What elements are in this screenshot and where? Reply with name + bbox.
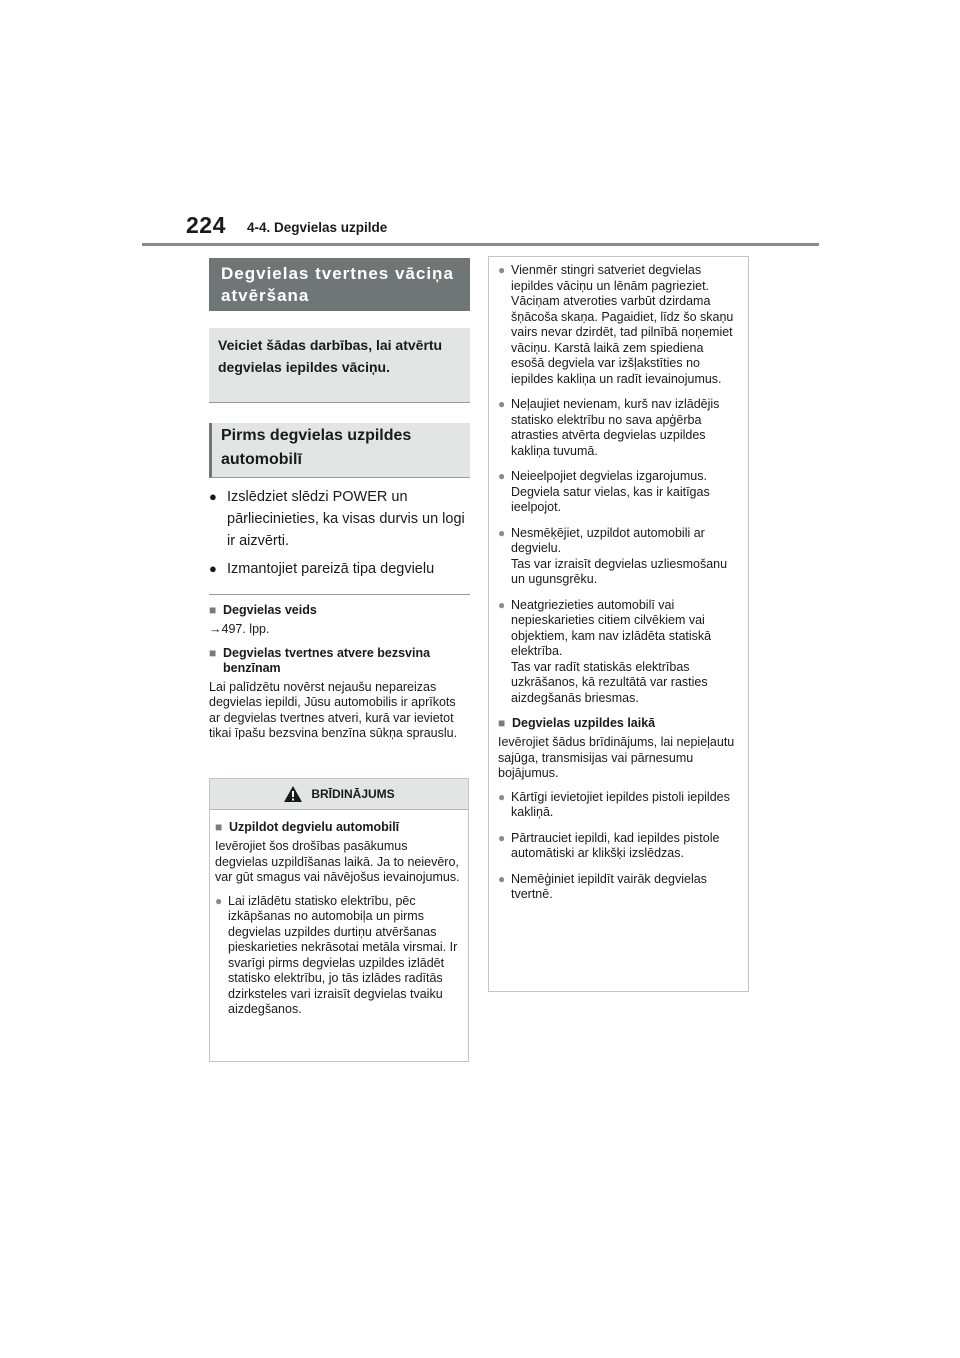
warning-intro: Ievērojiet šos drošības pasākumus degvielas uzpildīšanas laikā. Ja to neievēro, var gūt smagus vai nāvējošus ievainojumus. (215, 839, 460, 884)
bullet-icon: ● (498, 263, 506, 277)
page-reference: →497. lpp. (209, 622, 270, 636)
subheading-box: Pirms degvielas uzpildes automobilī (209, 423, 470, 478)
list-item (498, 397, 738, 459)
list-item-text: Neieelpojiet degvielas izgarojumus. Degviela satur vielas, kas ir kaitīgas ieelpojot. (511, 469, 710, 514)
intro-box: Veiciet šādas darbības, lai atvērtu degvielas iepildes vāciņu. (209, 328, 470, 403)
bullet-icon: ● (498, 525, 506, 540)
list-item-text: Pārtrauciet iepildi, kad iepildes pistole automātiski ar klikšķi izslēdzas. (511, 830, 720, 860)
left-column (209, 258, 470, 750)
list-item (498, 263, 738, 387)
unleaded-heading (209, 646, 470, 676)
list-item (498, 469, 738, 516)
bullet-icon: ● (498, 469, 506, 483)
fuel-type-heading (209, 603, 470, 618)
section-title: 4-4. Degvielas uzpilde (247, 220, 388, 235)
warning-heading-text: Uzpildot degvielu automobilī (229, 820, 400, 834)
during-refuel-intro: Ievērojiet šādus brīdinājums, lai nepieļautu sajūga, transmisijas vai pārnesumu bojājumus. (498, 735, 735, 780)
unleaded-heading-text: Degvielas tvertnes atvere bezsvina benzīnam (223, 645, 431, 675)
warning-box (209, 778, 469, 1062)
fuel-type-heading-text: Degvielas veids (223, 603, 317, 617)
bullet-icon: ● (209, 561, 217, 576)
unleaded-paragraph: Lai palīdzētu novērst nejaušu nepareizas degvielas iepildi, Jūsu automobilis ir aprīkots ar degvielas tvertnes atveri, kurā var ievietot tikai īpašu bezsvina benzīna sūkņa sprauslu. (209, 679, 458, 740)
list-item (498, 790, 738, 821)
during-refuel-heading (498, 716, 738, 731)
bullet-icon: ● (498, 597, 506, 612)
list-item-text: Neļaujiet nevienam, kurš nav izlādējis statisko elektrību no sava apģērba atrasties atvērta degvielas uzpildes kakliņa tuvumā. (511, 397, 720, 458)
list-item (498, 598, 738, 707)
warning-header (210, 779, 468, 810)
list-item-text: Lai izlādētu statisko elektrību, pēc izkāpšanas no automobiļa un pirms degvielas uzpildes durtiņu atvēršanas pieskarieties nekrāsotai metāla virsmai. Ir svarīgi pirms degvielas uzpildes izlādēt statisko elektrību, jo tās izlādes radītās dzirksteles vari izraisīt degvielas tvaiku aizdegšanos. (228, 893, 458, 1016)
bullet-icon: ● (498, 871, 506, 886)
precheck-list (209, 486, 470, 580)
list-item (215, 894, 462, 1018)
warning-continuation-box (488, 256, 749, 992)
list-item-text: Nesmēķējiet, uzpildot automobili ar degvielu. Tas var izraisīt degvielas uzliesmošanu un ugunsgrēku. (511, 525, 728, 586)
bullet-icon: ● (209, 489, 217, 504)
list-item (209, 558, 470, 580)
list-item-text: Izmantojiet pareizā tipa degvielu (227, 561, 435, 577)
list-item-text: Kārtīgi ievietojiet iepildes pistoli iepildes kakliņā. (511, 789, 730, 819)
list-item (498, 831, 738, 862)
list-item (209, 486, 470, 552)
square-bullet-icon: ■ (215, 820, 223, 834)
bullet-icon: ● (215, 893, 223, 908)
warning-heading (215, 820, 462, 835)
square-bullet-icon: ■ (209, 603, 217, 617)
bullet-icon: ● (498, 397, 506, 411)
warning-label: BRĪDINĀJUMS (311, 787, 395, 801)
divider (209, 594, 470, 595)
page-number: 224 (186, 212, 226, 238)
square-bullet-icon: ■ (209, 645, 217, 660)
list-item-text: Izslēdziet slēdzi POWER un pārliecinieties, ka visas durvis un logi ir aizvērti. (227, 489, 465, 549)
list-item-text: Neatgriezieties automobilī vai nepieskarieties citiem cilvēkiem vai objektiem, kam nav izlādēta statiskā elektrība. Tas var radīt statiskās elektrības uzkrāšanos, kā rezultātā var rasties aizdegšanās briesmas. (511, 597, 712, 705)
square-bullet-icon: ■ (498, 716, 506, 730)
list-item (498, 872, 738, 903)
list-item (498, 526, 738, 588)
bullet-icon: ● (498, 789, 506, 804)
during-refuel-heading-text: Degvielas uzpildes laikā (512, 716, 656, 730)
bullet-icon: ● (498, 830, 506, 845)
header-divider (142, 243, 819, 246)
warning-body (210, 810, 468, 1018)
section-heading-box: Degvielas tvertnes vāciņa atvēršana (209, 258, 470, 311)
list-item-text: Nemēģiniet iepildīt vairāk degvielas tvertnē. (511, 871, 707, 901)
warning-triangle-icon (283, 785, 303, 803)
list-item-text: Vienmēr stingri satveriet degvielas iepildes vāciņu un lēnām pagrieziet. Vāciņam atveroties varbūt dzirdama šņācoša skaņa. Pagaidiet, līdz šo skaņu vairs nevar dzirdēt, tad pilnībā noņemiet vāciņu. Karstā laikā zem spiediena esošā degviela var izšļakstīties no iepildes kakliņa un radīt ievainojumus. (511, 263, 734, 386)
